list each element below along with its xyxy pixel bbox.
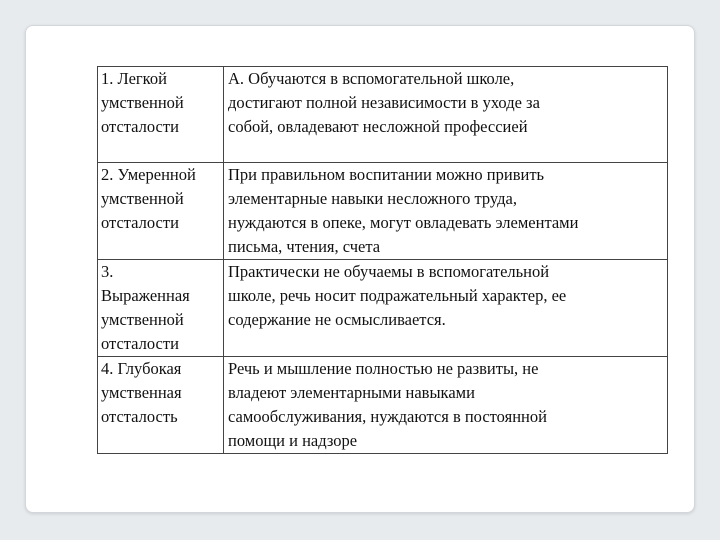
term-cell — [98, 163, 224, 260]
description-cell — [224, 260, 668, 357]
table-row — [98, 163, 668, 260]
description-text: Речь и мышление полностью не развиты, не владеют элементарными навыками самообслуживания, нуждаются в постоянной помощи и надзоре — [228, 359, 547, 450]
term-cell — [98, 357, 224, 454]
description-cell — [224, 163, 668, 260]
description-cell — [224, 67, 668, 163]
term-text: 1. Легкой умственной отсталости — [101, 69, 184, 136]
table-row — [98, 67, 668, 163]
term-cell — [98, 67, 224, 163]
term-text: 4. Глубокая умственная отсталость — [101, 359, 182, 426]
description-text: А. Обучаются в вспомогательной школе, достигают полной независимости в уходе за собой, овладевают несложной профессией — [228, 69, 540, 136]
table-row — [98, 357, 668, 454]
table-row — [98, 260, 668, 357]
description-text: Практически не обучаемы в вспомогательной школе, речь носит подражательный характер, ее содержание не осмысливается. — [228, 262, 567, 329]
term-text: 2. Умеренной умственной отсталости — [101, 165, 196, 232]
description-text: При правильном воспитании можно привить элементарные навыки несложного труда, нуждаются в опеке, могут овладевать элементами письма, чтения, счета — [228, 165, 579, 256]
description-cell — [224, 357, 668, 454]
term-text: 3. Выраженная умственной отсталости — [101, 262, 190, 353]
term-cell — [98, 260, 224, 357]
classification-table — [97, 66, 668, 454]
